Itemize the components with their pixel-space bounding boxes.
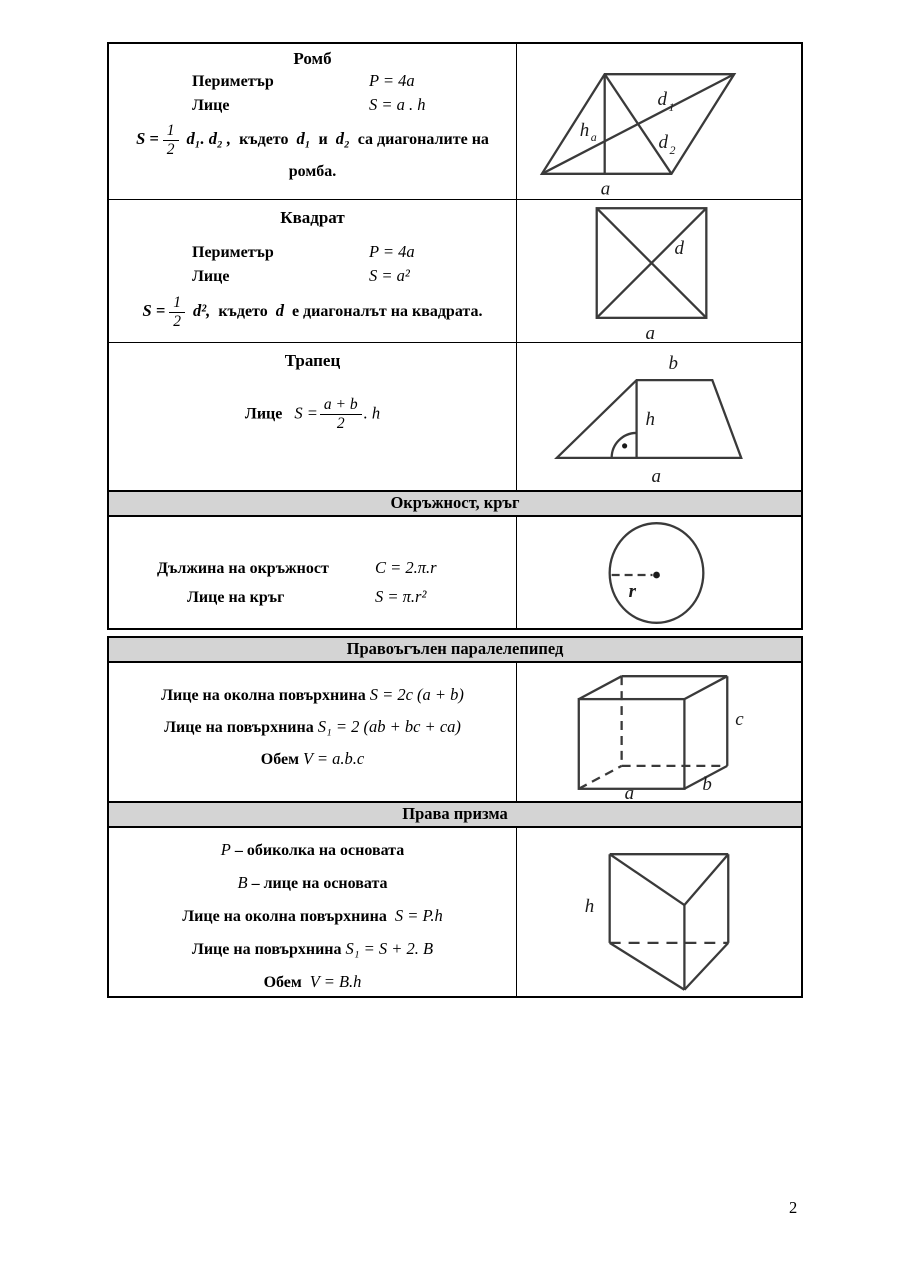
rhombus-diagram xyxy=(517,44,801,199)
cuboid-lateral-line: Лице на околна повърхнина S = 2c (a + b) xyxy=(161,685,464,704)
page-number: 2 xyxy=(789,1198,798,1217)
trapezoid-diagram xyxy=(517,343,801,491)
prism-diagram xyxy=(517,828,801,996)
cuboid-diagram xyxy=(517,663,801,801)
square-text-cell xyxy=(109,200,517,342)
circumference-formula: C = 2.π.r xyxy=(375,558,437,577)
height-h-label: h xyxy=(645,408,656,430)
rhombus-diagram-cell xyxy=(517,44,801,199)
square-diagonal-note: S = $\frac{1}{2}$ d², където d е диагоналът на квадрата. xyxy=(142,294,483,331)
prism-volume-line: Обем V = B.h xyxy=(263,972,362,991)
square-diagram-cell xyxy=(517,200,801,342)
perimeter-label: Периметър xyxy=(192,244,274,261)
rhombus-note-line2: ромба. xyxy=(288,162,337,180)
circle-area-label: Лице на кръг xyxy=(187,589,285,606)
edge-c-label: c xyxy=(735,709,744,731)
top-side-b-label: b xyxy=(668,352,678,374)
perimeter-label: Периметър xyxy=(192,73,274,90)
radius-label: r xyxy=(628,580,636,602)
circle-area-formula: S = π.r² xyxy=(375,587,427,606)
trapezoid-diagram-cell xyxy=(517,343,801,490)
square-perimeter-line xyxy=(109,240,516,264)
cuboid-volume-line: Обем V = a.b.c xyxy=(260,749,365,768)
prism-diagram-cell xyxy=(517,828,801,996)
row-circle xyxy=(109,517,801,628)
area-formula: S = a . h xyxy=(369,95,426,114)
perimeter-formula: P = 4a xyxy=(369,242,415,261)
banner-circle: Окръжност, кръг xyxy=(109,490,801,517)
row-trapezoid xyxy=(109,342,801,490)
trapezoid-title: Трапец xyxy=(284,351,341,370)
prism-text-cell xyxy=(109,828,517,996)
formula-table-plane-figures xyxy=(107,42,803,630)
area-label: Лице xyxy=(192,97,230,114)
row-square xyxy=(109,199,801,342)
diagonal1-label: d xyxy=(657,89,667,111)
right-angle-dot xyxy=(622,443,627,448)
row-prism xyxy=(109,828,801,996)
edge-a-label: a xyxy=(624,782,635,801)
circle-text-cell xyxy=(109,517,517,628)
rhombus-diagonal-note: S = $\frac{1}{2}$ d₁. d₂ , където d₁ и d₂ са диагоналите на ромба. xyxy=(109,123,516,181)
edge-b-label: b xyxy=(702,773,712,795)
trapezoid-area-line: Лице S = $\frac{a + b}{2}$ . h xyxy=(244,396,381,433)
circle-diagram-cell xyxy=(517,517,801,628)
prism-lateral-line: Лице на околна повърхнина S = P.h xyxy=(182,906,443,925)
trapezoid-text-cell xyxy=(109,343,517,490)
rhombus-title: Ромб xyxy=(293,49,332,68)
banner-cuboid: Правоъгълен паралелепипед xyxy=(109,638,801,663)
height-h-label: h xyxy=(584,896,595,917)
side-a-label: a xyxy=(645,322,656,343)
prism-def-perimeter: P – обиколка на основата xyxy=(220,840,405,859)
circumference-label: Дължина на окръжност xyxy=(157,560,329,577)
square-diagram xyxy=(517,200,801,343)
diagonal2-sub: 2 xyxy=(669,142,676,157)
area-label: Лице xyxy=(192,268,230,285)
diagonal2-label: d xyxy=(658,131,668,153)
center-dot xyxy=(653,572,660,579)
square-title: Квадрат xyxy=(280,208,345,227)
cuboid-surface-line: Лице на повърхнина S₁ = 2 (ab + bc + ca) xyxy=(164,717,461,736)
height-label: h xyxy=(579,119,590,141)
rhombus-perimeter-line xyxy=(109,69,516,93)
perimeter-formula: P = 4a xyxy=(369,71,415,90)
circle-diagram xyxy=(517,517,801,628)
prism-def-base-area: B – лице на основата xyxy=(237,873,388,892)
fraction-a-plus-b-over-2: $\frac{a + b}{2}$ xyxy=(320,397,362,433)
diagonal1-sub: 1 xyxy=(668,100,675,115)
cuboid-diagram-cell xyxy=(517,663,801,801)
base-a-label: a xyxy=(651,465,661,487)
area-label: Лице xyxy=(244,405,283,423)
height-sub: a xyxy=(590,129,597,144)
circumference-line xyxy=(109,555,516,582)
fraction-one-half: $\frac{1}{2}$ xyxy=(163,123,179,159)
rhombus-area-line xyxy=(109,93,516,117)
cuboid-text-cell xyxy=(109,663,517,801)
square-area-line xyxy=(109,264,516,288)
side-a-label: a xyxy=(600,178,611,199)
fraction-one-half: $\frac{1}{2}$ xyxy=(169,295,185,331)
rhombus-text-cell xyxy=(109,44,517,199)
banner-prism: Права призма xyxy=(109,801,801,828)
row-cuboid xyxy=(109,663,801,801)
circle-area-line xyxy=(109,584,516,611)
diagonal-label: d xyxy=(674,237,684,259)
area-formula: S = a² xyxy=(369,266,410,285)
row-rhombus xyxy=(109,44,801,199)
formula-table-solids xyxy=(107,636,803,998)
prism-surface-line: Лице на повърхнина S₁ = S + 2. B xyxy=(191,939,434,958)
